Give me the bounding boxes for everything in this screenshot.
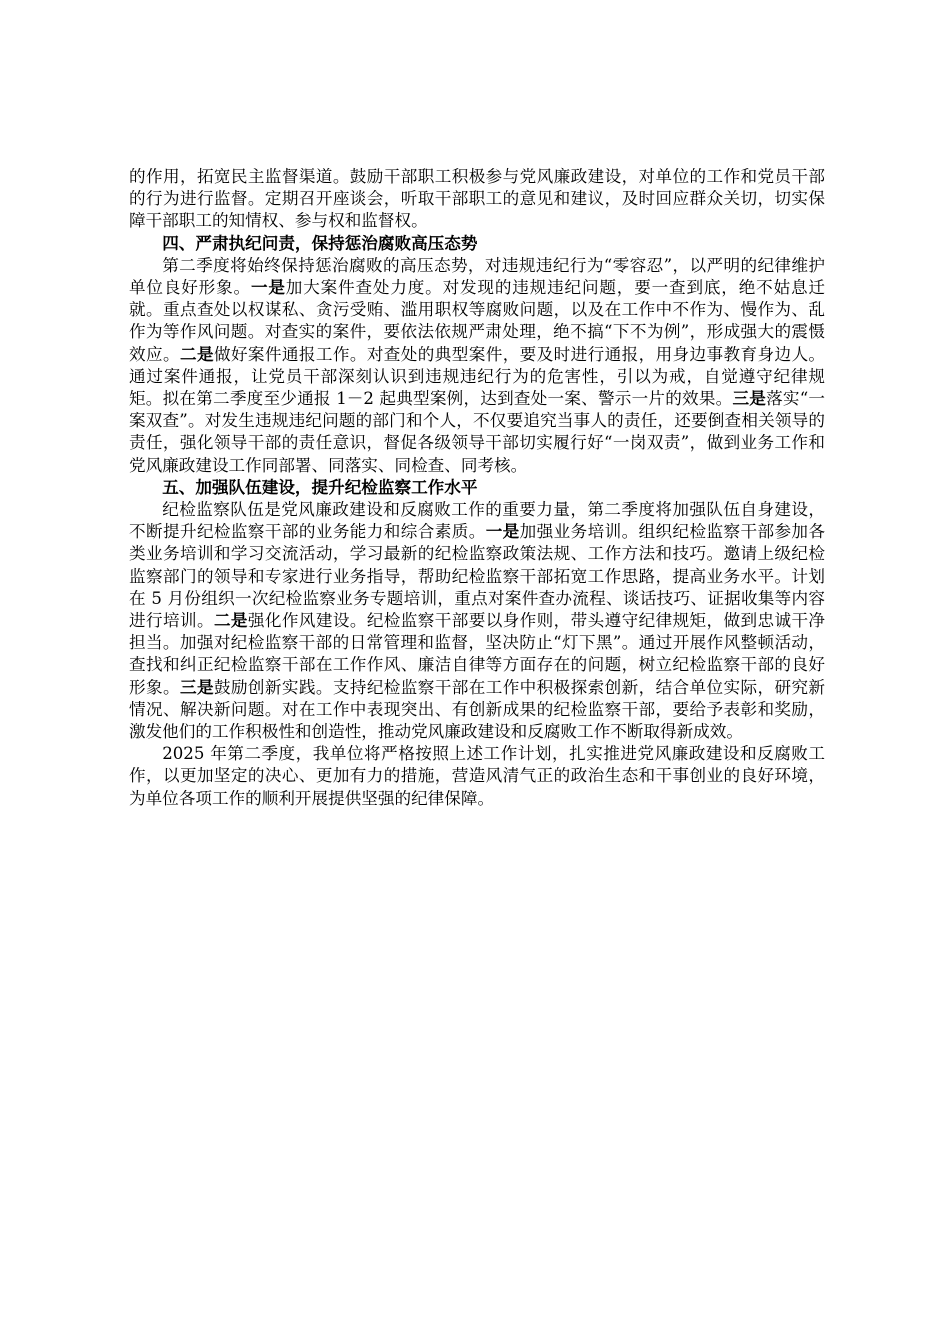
section-4-paragraph bbox=[129, 255, 825, 477]
closing-paragraph: 2025 年第二季度，我单位将严格按照上述工作计划，扎实推进党风廉政建设和反腐败工作，以更加坚定的决心、更加有力的措施，营造风清气正的政治生态和干事创业的良好环境，为单位各项工作的顺利开展提供坚强的纪律保障。 bbox=[129, 744, 825, 808]
section-4-point-1: 加大案件查处力度。对发现的违规违纪问题，要一查到底，绝不姑息迁就。重点查处以权谋私、贪污受贿、滥用职权等腐败问题，以及在工作中不作为、慢作为、乱作为等作风问题。对查实的案件，要依法依规严肃处理，绝不搞“下不为例”，形成强大的震慑效应。 bbox=[129, 278, 826, 364]
point-marker-1: 一是 bbox=[250, 278, 286, 298]
point-marker-3: 三是 bbox=[179, 677, 214, 697]
section-5-intro: 纪检监察队伍是党风廉政建设和反腐败工作的重要力量，第二季度将加强队伍自身建设，不断提升纪检监察干部的业务能力和综合素质。 bbox=[129, 500, 825, 542]
section-4-point-2: 做好案件通报工作。对查处的典型案件，要及时进行通报，用身边事教育身边人。通过案件通报，让党员干部深刻认识到违规违纪行为的危害性，引以为戒，自觉遵守纪律规矩。拟在第二季度至少通报 1－2 起典型案例，达到查处一案、警示一片的效果。 bbox=[129, 344, 826, 409]
section-heading-5: 五、加强队伍建设，提升纪检监察工作水平 bbox=[162, 477, 478, 497]
paragraph-continuation: 的作用，拓宽民主监督渠道。鼓励干部职工积极参与党风廉政建设，对单位的工作和党员干部的行为进行监督。定期召开座谈会，听取干部职工的意见和建议，及时回应群众关切，切实保障干部职工的知情权、参与权和监督权。 bbox=[129, 167, 825, 231]
section-4-intro: 第二季度将始终保持惩治腐败的高压态势，对违规违纪行为“零容忍”，以严明的纪律维护单位良好形象。 bbox=[129, 255, 825, 298]
document-body bbox=[129, 166, 825, 810]
point-marker-1: 一是 bbox=[485, 522, 520, 542]
point-marker-2: 二是 bbox=[213, 611, 248, 631]
section-heading-4: 四、严肃执纪问责，保持惩治腐败高压态势 bbox=[162, 233, 478, 253]
section-5-paragraph bbox=[129, 499, 825, 743]
section-5-point-3: 鼓励创新实践。支持纪检监察干部在工作中积极探索创新，结合单位实际，研究新情况、解决新问题。对在工作中表现突出、有创新成果的纪检监察干部，要给予表彰和奖励，激发他们的工作积极性和创造性，推动党风廉政建设和反腐败工作不断取得新成效。 bbox=[129, 677, 826, 742]
point-marker-3: 三是 bbox=[732, 389, 767, 409]
point-marker-2: 二是 bbox=[179, 344, 214, 364]
section-5-point-1: 加强业务培训。组织纪检监察干部参加各类业务培训和学习交流活动，学习最新的纪检监察政策法规、工作方法和技巧。邀请上级纪检监察部门的领导和专家进行业务指导，帮助纪检监察干部拓宽工作思路，提高业务水平。计划在 5 月份组织一次纪检监察业务专题培训，重点对案件查办流程、谈话技巧、证据收集等内容进行培训。 bbox=[129, 522, 826, 631]
section-4-point-3: 落实“一案双查”。对发生违规违纪问题的部门和个人，不仅要追究当事人的责任，还要倒查相关领导的责任，强化领导干部的责任意识，督促各级领导干部切实履行好“一岗双责”，做到业务工作和党风廉政建设工作同部署、同落实、同检查、同考核。 bbox=[129, 389, 825, 475]
section-5-point-2: 强化作风建设。纪检监察干部要以身作则，带头遵守纪律规矩，做到忠诚干净担当。加强对纪检监察干部的日常管理和监督，坚决防止“灯下黑”。通过开展作风整顿活动，查找和纠正纪检监察干部在工作作风、廉洁自律等方面存在的问题，树立纪检监察干部的良好形象。 bbox=[129, 611, 826, 697]
